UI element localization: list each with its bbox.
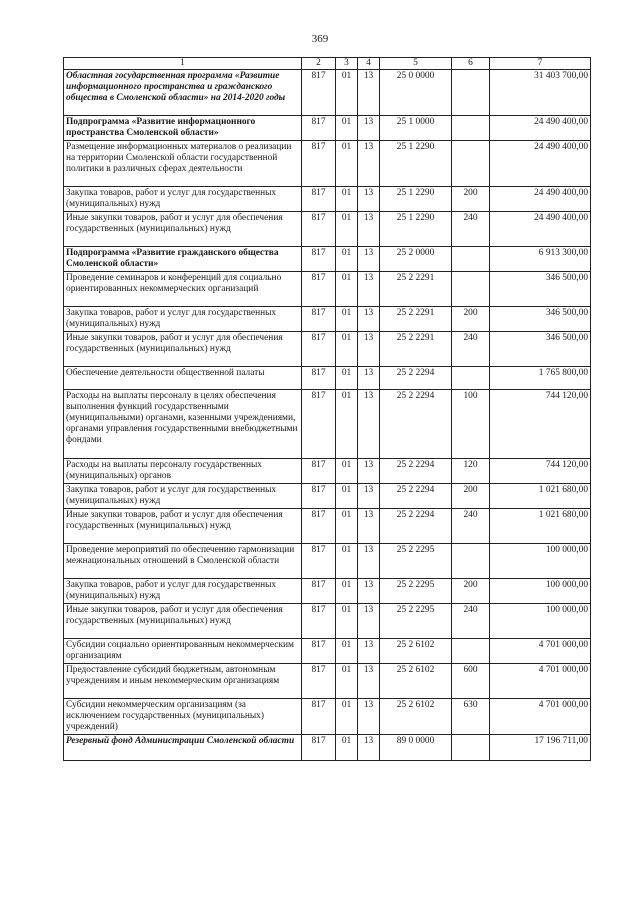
table-row [64, 70, 591, 116]
table-row [64, 604, 591, 639]
row-code-target: 25 1 2290 [380, 187, 452, 212]
table-row [64, 459, 591, 484]
row-code-admin: 817 [302, 604, 336, 639]
row-code-target: 25 1 2290 [380, 141, 452, 187]
row-code-admin: 817 [302, 544, 336, 579]
row-code-expense-type: 200 [452, 484, 490, 509]
row-code-expense-type: 200 [452, 187, 490, 212]
row-code-subsection: 13 [358, 699, 380, 735]
row-code-expense-type: 600 [452, 664, 490, 699]
budget-table [63, 57, 591, 761]
row-name: Размещение информационных материалов о реализации на территории Смоленской области государственной политики в различных сферах деятельности [64, 141, 302, 187]
row-code-subsection: 13 [358, 141, 380, 187]
table-row [64, 212, 591, 247]
row-code-section: 01 [336, 332, 358, 367]
row-code-section: 01 [336, 307, 358, 332]
header-row [64, 58, 591, 70]
row-amount: 100 000,00 [490, 579, 591, 604]
row-amount: 346 500,00 [490, 332, 591, 367]
row-code-admin: 817 [302, 247, 336, 272]
table-row [64, 187, 591, 212]
table-row [64, 484, 591, 509]
row-code-admin: 817 [302, 459, 336, 484]
row-amount: 346 500,00 [490, 272, 591, 307]
row-name: Иные закупки товаров, работ и услуг для обеспечения государственных (муниципальных) нужд [64, 212, 302, 247]
row-code-expense-type: 120 [452, 459, 490, 484]
row-code-section: 01 [336, 484, 358, 509]
table-row [64, 735, 591, 761]
row-code-target: 25 2 0000 [380, 247, 452, 272]
table-row [64, 639, 591, 664]
table-row [64, 247, 591, 272]
row-code-admin: 817 [302, 307, 336, 332]
row-code-expense-type [452, 272, 490, 307]
table-row [64, 509, 591, 544]
row-code-section: 01 [336, 579, 358, 604]
row-code-section: 01 [336, 699, 358, 735]
row-code-expense-type: 240 [452, 332, 490, 367]
row-amount: 4 701 000,00 [490, 699, 591, 735]
row-code-admin: 817 [302, 509, 336, 544]
row-code-expense-type [452, 70, 490, 116]
row-code-subsection: 13 [358, 604, 380, 639]
row-name: Иные закупки товаров, работ и услуг для обеспечения государственных (муниципальных) нужд [64, 604, 302, 639]
table-row [64, 367, 591, 390]
row-code-subsection: 13 [358, 459, 380, 484]
row-name: Закупка товаров, работ и услуг для государственных (муниципальных) нужд [64, 307, 302, 332]
row-amount: 744 120,00 [490, 390, 591, 459]
row-code-section: 01 [336, 116, 358, 141]
row-code-expense-type [452, 141, 490, 187]
row-code-admin: 817 [302, 664, 336, 699]
row-code-subsection: 13 [358, 70, 380, 116]
row-name: Субсидии социально ориентированным некоммерческим организациям [64, 639, 302, 664]
row-code-expense-type: 240 [452, 212, 490, 247]
row-code-section: 01 [336, 212, 358, 247]
row-name: Расходы на выплаты персоналу государственных (муниципальных) органов [64, 459, 302, 484]
row-name: Проведение семинаров и конференций для социально ориентированных некоммерческих организаций [64, 272, 302, 307]
row-code-target: 25 1 2290 [380, 212, 452, 247]
row-code-section: 01 [336, 735, 358, 761]
row-code-target: 25 2 2295 [380, 604, 452, 639]
row-name: Обеспечение деятельности общественной палаты [64, 367, 302, 390]
row-code-admin: 817 [302, 116, 336, 141]
row-code-expense-type [452, 639, 490, 664]
row-code-target: 25 2 2295 [380, 544, 452, 579]
row-code-target: 25 2 2294 [380, 390, 452, 459]
row-code-subsection: 13 [358, 212, 380, 247]
row-name: Областная государственная программа «Развитие информационного пространства и гражданского общества в Смоленской области» на 2014-2020 годы [64, 70, 302, 116]
row-name: Закупка товаров, работ и услуг для государственных (муниципальных) нужд [64, 579, 302, 604]
row-code-expense-type [452, 367, 490, 390]
row-code-target: 25 2 6102 [380, 699, 452, 735]
row-code-section: 01 [336, 604, 358, 639]
row-code-section: 01 [336, 544, 358, 579]
row-code-target: 25 2 2294 [380, 367, 452, 390]
row-code-admin: 817 [302, 141, 336, 187]
row-code-section: 01 [336, 141, 358, 187]
row-code-subsection: 13 [358, 187, 380, 212]
table-row [64, 272, 591, 307]
column-header: 4 [358, 58, 380, 70]
table-row [64, 332, 591, 367]
row-amount: 1 765 800,00 [490, 367, 591, 390]
row-code-subsection: 13 [358, 272, 380, 307]
row-amount: 100 000,00 [490, 604, 591, 639]
row-code-target: 25 2 2291 [380, 272, 452, 307]
table-row [64, 544, 591, 579]
table-row [64, 579, 591, 604]
row-code-expense-type [452, 544, 490, 579]
table-row [64, 141, 591, 187]
row-code-section: 01 [336, 390, 358, 459]
row-name: Подпрограмма «Развитие информационного пространства Смоленской области» [64, 116, 302, 141]
row-code-target: 25 1 0000 [380, 116, 452, 141]
row-code-admin: 817 [302, 187, 336, 212]
row-amount: 1 021 680,00 [490, 484, 591, 509]
row-code-section: 01 [336, 70, 358, 116]
column-header: 1 [64, 58, 302, 70]
row-amount: 1 021 680,00 [490, 509, 591, 544]
row-code-expense-type: 240 [452, 509, 490, 544]
row-code-section: 01 [336, 459, 358, 484]
row-code-target: 25 2 6102 [380, 639, 452, 664]
row-code-section: 01 [336, 664, 358, 699]
row-code-expense-type: 630 [452, 699, 490, 735]
row-code-target: 25 2 2291 [380, 307, 452, 332]
row-code-section: 01 [336, 509, 358, 544]
column-header: 2 [302, 58, 336, 70]
column-header: 3 [336, 58, 358, 70]
row-code-target: 25 2 2295 [380, 579, 452, 604]
row-code-admin: 817 [302, 272, 336, 307]
row-name: Предоставление субсидий бюджетным, автономным учреждениям и иным некоммерческим организациям [64, 664, 302, 699]
row-code-subsection: 13 [358, 367, 380, 390]
row-amount: 24 490 400,00 [490, 212, 591, 247]
table-body [64, 70, 591, 761]
row-code-subsection: 13 [358, 247, 380, 272]
column-header: 5 [380, 58, 452, 70]
row-amount: 4 701 000,00 [490, 664, 591, 699]
row-amount: 4 701 000,00 [490, 639, 591, 664]
row-code-subsection: 13 [358, 116, 380, 141]
row-code-target: 25 0 0000 [380, 70, 452, 116]
row-code-admin: 817 [302, 484, 336, 509]
row-code-expense-type [452, 735, 490, 761]
row-code-target: 25 2 2294 [380, 484, 452, 509]
column-header: 6 [452, 58, 490, 70]
table-row [64, 664, 591, 699]
page-number: 369 [311, 33, 329, 45]
row-name: Иные закупки товаров, работ и услуг для обеспечения государственных (муниципальных) нужд [64, 332, 302, 367]
row-name: Подпрограмма «Развитие гражданского общества Смоленской области» [64, 247, 302, 272]
row-amount: 24 490 400,00 [490, 141, 591, 187]
row-code-subsection: 13 [358, 509, 380, 544]
row-amount: 17 196 711,00 [490, 735, 591, 761]
row-code-admin: 817 [302, 70, 336, 116]
row-amount: 31 403 700,00 [490, 70, 591, 116]
row-name: Иные закупки товаров, работ и услуг для обеспечения государственных (муниципальных) нужд [64, 509, 302, 544]
table-row [64, 307, 591, 332]
row-code-subsection: 13 [358, 484, 380, 509]
row-code-target: 25 2 2294 [380, 459, 452, 484]
row-code-admin: 817 [302, 699, 336, 735]
row-code-section: 01 [336, 639, 358, 664]
column-header: 7 [490, 58, 591, 70]
row-name: Закупка товаров, работ и услуг для государственных (муниципальных) нужд [64, 187, 302, 212]
row-code-admin: 817 [302, 639, 336, 664]
row-code-subsection: 13 [358, 735, 380, 761]
row-amount: 24 490 400,00 [490, 187, 591, 212]
row-code-subsection: 13 [358, 307, 380, 332]
row-code-target: 89 0 0000 [380, 735, 452, 761]
row-code-subsection: 13 [358, 639, 380, 664]
row-amount: 100 000,00 [490, 544, 591, 579]
row-code-subsection: 13 [358, 544, 380, 579]
row-amount: 744 120,00 [490, 459, 591, 484]
row-code-admin: 817 [302, 367, 336, 390]
row-code-section: 01 [336, 367, 358, 390]
row-code-subsection: 13 [358, 579, 380, 604]
row-code-subsection: 13 [358, 332, 380, 367]
row-amount: 24 490 400,00 [490, 116, 591, 141]
row-code-admin: 817 [302, 390, 336, 459]
row-code-expense-type: 100 [452, 390, 490, 459]
table-row [64, 699, 591, 735]
row-code-expense-type [452, 116, 490, 141]
row-code-section: 01 [336, 187, 358, 212]
table-row [64, 116, 591, 141]
row-code-target: 25 2 2291 [380, 332, 452, 367]
row-amount: 6 913 300,00 [490, 247, 591, 272]
row-name: Резервный фонд Администрации Смоленской области [64, 735, 302, 761]
row-amount: 346 500,00 [490, 307, 591, 332]
row-code-admin: 817 [302, 212, 336, 247]
row-code-target: 25 2 2294 [380, 509, 452, 544]
row-code-subsection: 13 [358, 664, 380, 699]
row-code-target: 25 2 6102 [380, 664, 452, 699]
row-name: Расходы на выплаты персоналу в целях обеспечения выполнения функций государственными (муниципальными) органами, казенными учреждениями, органами управления государственными внебюджетными фондами [64, 390, 302, 459]
row-name: Проведение мероприятий по обеспечению гармонизации межнациональных отношений в Смоленской области [64, 544, 302, 579]
row-code-subsection: 13 [358, 390, 380, 459]
row-code-expense-type: 200 [452, 579, 490, 604]
row-name: Субсидии некоммерческим организациям (за исключением государственных (муниципальных) учреждений) [64, 699, 302, 735]
row-code-admin: 817 [302, 735, 336, 761]
row-code-section: 01 [336, 247, 358, 272]
row-name: Закупка товаров, работ и услуг для государственных (муниципальных) нужд [64, 484, 302, 509]
row-code-expense-type [452, 247, 490, 272]
row-code-expense-type: 200 [452, 307, 490, 332]
table-row [64, 390, 591, 459]
row-code-expense-type: 240 [452, 604, 490, 639]
row-code-admin: 817 [302, 332, 336, 367]
row-code-section: 01 [336, 272, 358, 307]
row-code-admin: 817 [302, 579, 336, 604]
